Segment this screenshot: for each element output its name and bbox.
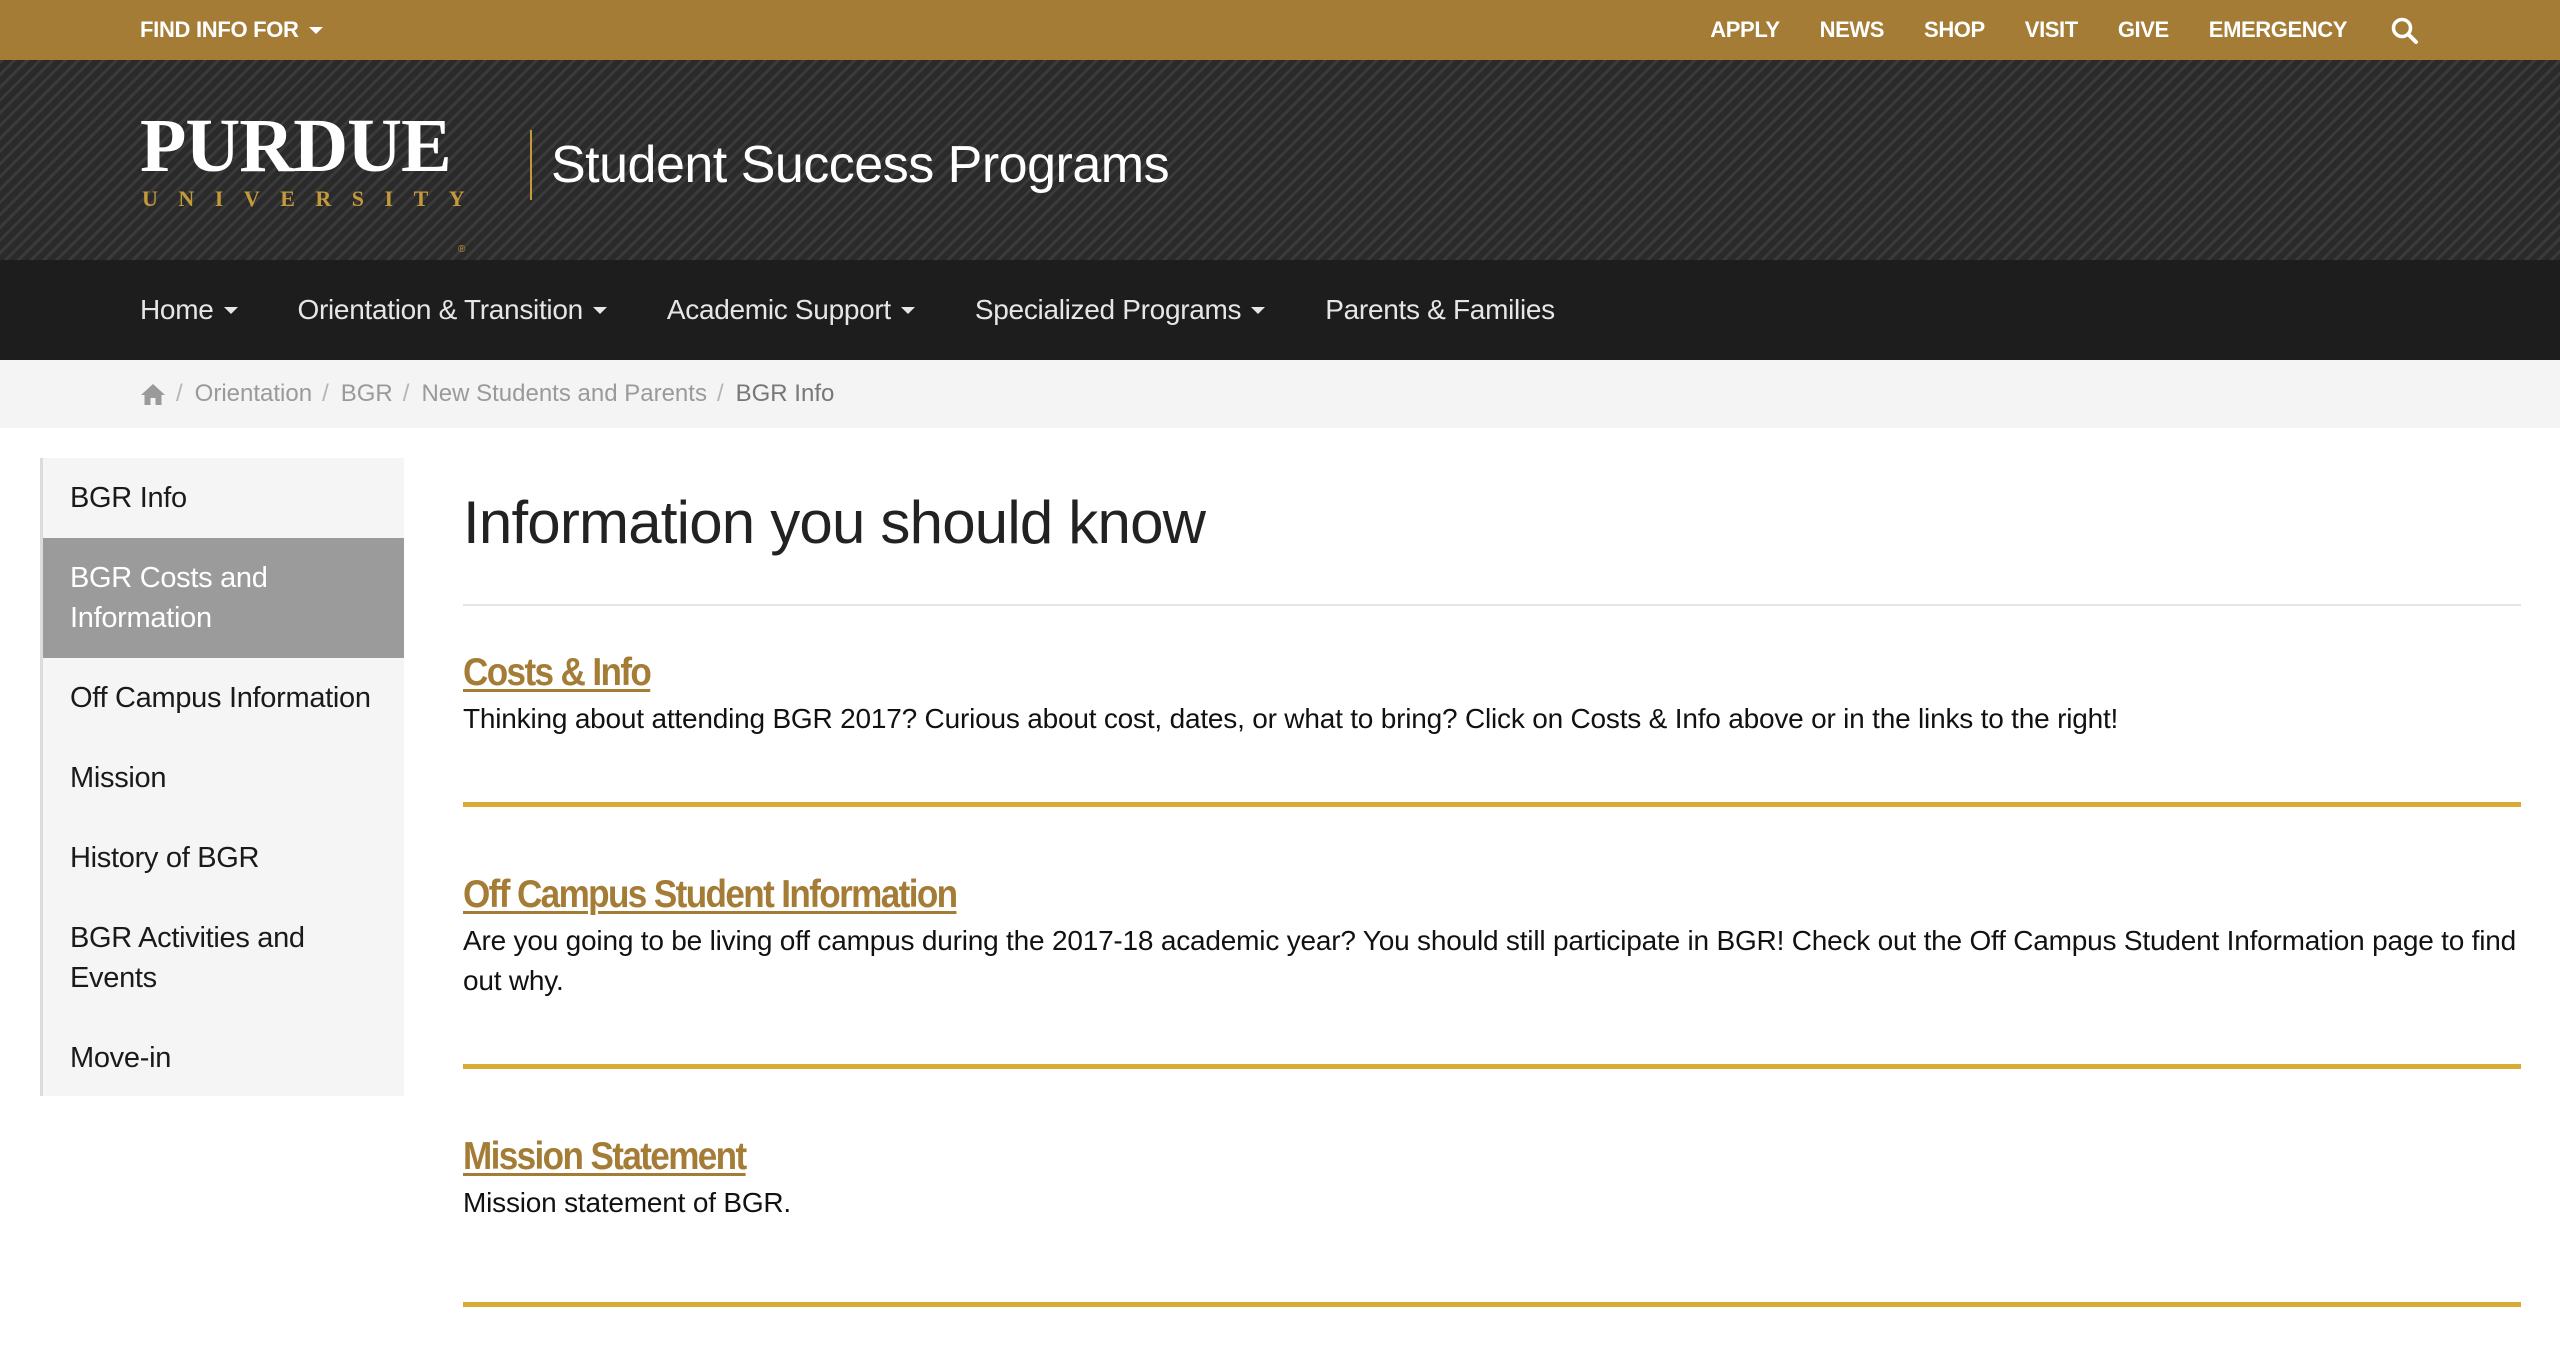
sidebar-item-off-campus[interactable]: Off Campus Information (70, 682, 371, 714)
section-costs-info (463, 650, 2521, 739)
search-icon[interactable] (2390, 16, 2420, 46)
title-divider (463, 604, 2521, 606)
section-text: Thinking about attending BGR 2017? Curious about cost, dates, or what to bring? Click on Costs & Info above or in the links to the right! (463, 702, 2119, 734)
header-divider (530, 130, 532, 200)
news-link[interactable]: NEWS (1819, 17, 1885, 42)
emergency-link[interactable]: EMERGENCY (2208, 17, 2347, 42)
breadcrumb (140, 360, 834, 428)
breadcrumb-orientation[interactable]: Orientation (194, 380, 313, 407)
find-info-for-dropdown[interactable] (140, 0, 323, 60)
section-mission (463, 1134, 2521, 1223)
off-campus-info-link[interactable]: Off Campus Student Information (463, 873, 957, 916)
shop-link[interactable]: SHOP (1924, 17, 1985, 42)
registered-mark: ® (458, 244, 466, 255)
breadcrumb-separator: / (176, 380, 183, 407)
nav-item-orientation-transition[interactable] (298, 294, 607, 326)
nav-item-label: Home (140, 294, 214, 325)
nav-item-label: Academic Support (666, 294, 891, 325)
utility-links (1670, 0, 2347, 60)
site-header (0, 60, 2560, 260)
main-nav (0, 260, 2560, 360)
chevron-down-icon (309, 27, 323, 34)
apply-link[interactable]: APPLY (1710, 17, 1780, 42)
sidebar-item-mission[interactable]: Mission (70, 762, 167, 794)
nav-item-parents-families[interactable] (1325, 294, 1555, 326)
nav-item-home[interactable] (140, 294, 238, 326)
nav-item-label: Orientation & Transition (297, 294, 583, 325)
breadcrumb-separator: / (402, 380, 410, 407)
main-content (463, 489, 2521, 1218)
breadcrumb-bgr[interactable]: BGR (340, 380, 393, 407)
logo-wordmark: PURDUE (140, 104, 451, 188)
sidebar-item-bgr-costs[interactable]: BGR Costs and Information (43, 538, 404, 658)
purdue-logo[interactable] (140, 104, 486, 255)
section-divider (463, 1064, 2521, 1069)
utility-bar (0, 0, 2560, 60)
home-icon[interactable] (140, 382, 166, 406)
breadcrumb-separator: / (716, 380, 724, 407)
sidebar-item-activities[interactable]: BGR Activities and Events (70, 922, 305, 994)
sidebar-item-bgr-info[interactable]: BGR Info (70, 482, 187, 514)
site-title[interactable]: Student Success Programs (551, 136, 1170, 194)
logo-subtitle: UNIVERSITY (142, 186, 486, 211)
section-off-campus (463, 872, 2521, 1001)
find-info-for-label: FIND INFO FOR (140, 17, 299, 42)
sidebar-item-history[interactable]: History of BGR (70, 842, 260, 874)
visit-link[interactable]: VISIT (2024, 17, 2078, 42)
nav-item-label: Specialized Programs (974, 294, 1242, 325)
chevron-down-icon (1251, 307, 1265, 314)
section-divider (463, 1302, 2521, 1307)
nav-item-label: Parents & Families (1325, 294, 1555, 325)
nav-item-academic-support[interactable] (667, 294, 915, 326)
chevron-down-icon (901, 307, 915, 314)
page-title: Information you should know (463, 489, 1206, 556)
breadcrumb-current: BGR Info (735, 380, 835, 407)
sidebar-nav (40, 458, 404, 1096)
give-link[interactable]: GIVE (2117, 17, 2169, 42)
sidebar-item-move-in[interactable]: Move-in (70, 1042, 172, 1074)
breadcrumb-new-students-parents[interactable]: New Students and Parents (421, 380, 707, 407)
section-text: Are you going to be living off campus during the 2017-18 academic year? You should still participate in BGR! Check out the Off Campus Student Information page to find out why. (463, 924, 2517, 996)
chevron-down-icon (224, 307, 238, 314)
costs-info-link[interactable]: Costs & Info (463, 651, 651, 694)
breadcrumb-separator: / (322, 380, 329, 407)
section-text: Mission statement of BGR. (463, 1186, 792, 1218)
nav-item-specialized-programs[interactable] (975, 294, 1265, 326)
mission-statement-link[interactable]: Mission Statement (463, 1135, 746, 1178)
section-divider (463, 802, 2521, 807)
breadcrumb-bar (0, 360, 2560, 428)
chevron-down-icon (593, 307, 607, 314)
